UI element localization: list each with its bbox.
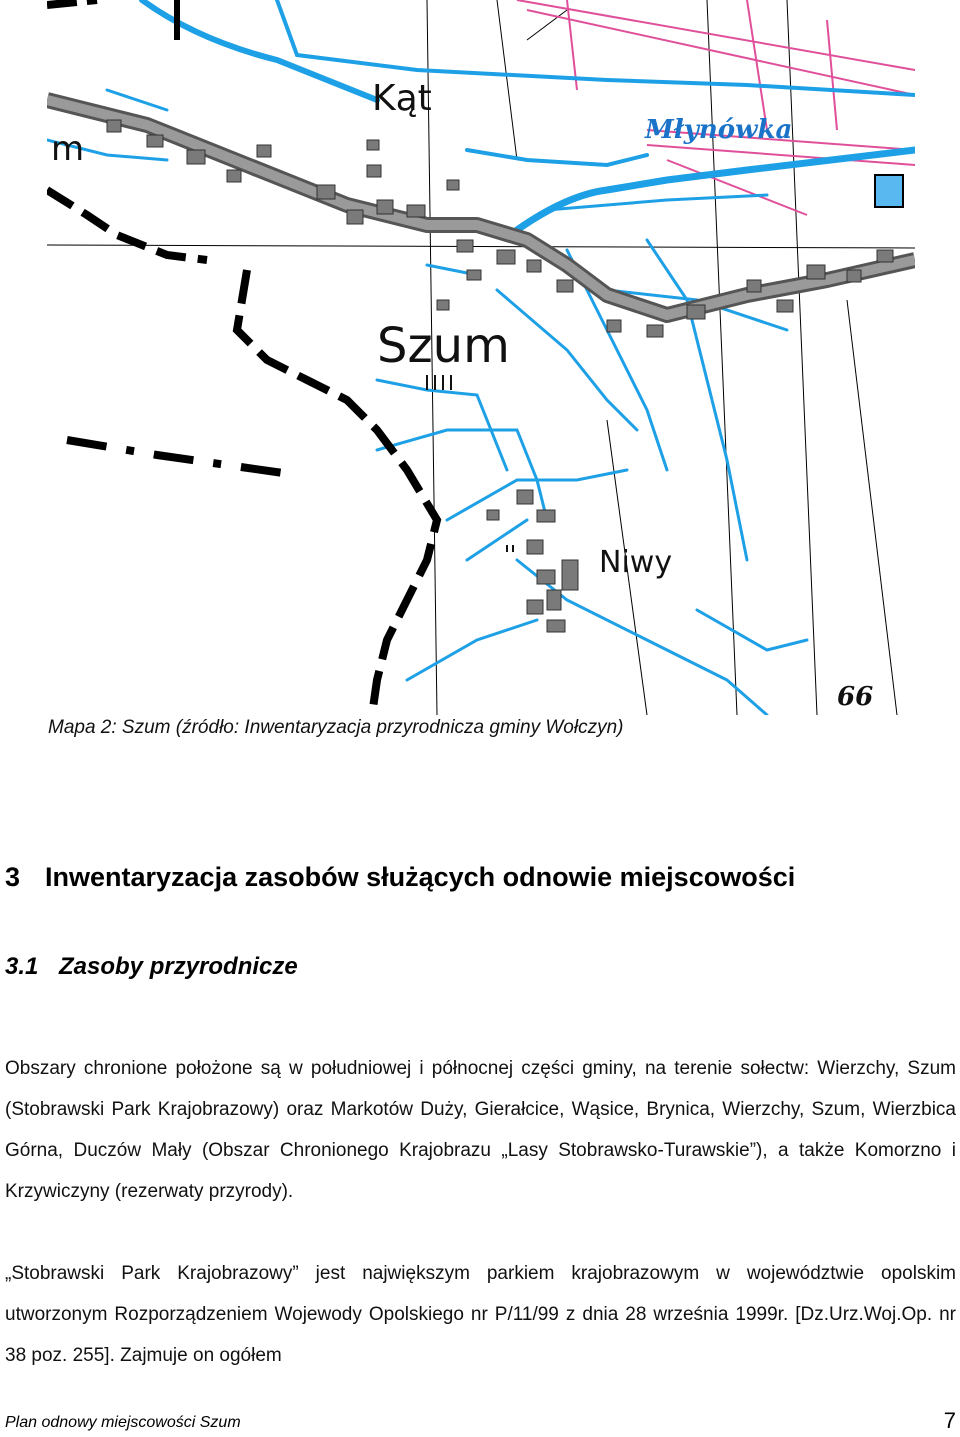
label-mlynowka: Młynówka [645,115,793,145]
subsection-number: 3.1 [5,953,39,980]
footer-title: Plan odnowy miejscowości Szum [5,1414,241,1431]
pond-shape [875,175,903,207]
subsection-title: Zasoby przyrodnicze [59,953,298,980]
label-kat: Kąt [372,78,432,119]
map-buildings [107,120,893,632]
label-niwy: Niwy [599,545,673,580]
section-title: Inwentaryzacja zasobów służących odnowie miejscowości [45,862,796,892]
map-tree-symbols [427,375,513,552]
paragraph-protected-areas: Obszary chronione położone są w południowej i północnej części gminy, na terenie sołectw: Wierzchy, Szum (Stobrawski Park Krajobrazowy) oraz Markotów Duży, Gierałcice, Wąsice, Brynica, Wierzchy, Szum, Wierzbica Górna, Duczów Mały (Obszar Chronionego Krajobrazu „Lasy Stobrawsko-Turawskie”), a także Komorzno i Krzywiczyny (rezerwaty przyrody). [5,1058,956,1202]
map-caption: Mapa 2: Szum (źródło: Inwentaryzacja przyrodnicza gminy Wołczyn) [48,717,624,738]
paragraph-stobrawski-park: „Stobrawski Park Krajobrazowy” jest największym parkiem krajobrazowym w województwie opolskim utworzonym Rozporządzeniem Wojewody Opolskiego nr P/11/99 z dnia 28 września 1999r. [Dz.Urz.Woj.Op. nr 38 poz. 255]. Zajmuje on ogółem [5,1263,956,1366]
map-drawing [47,0,915,715]
label-szum: Szum [377,318,510,374]
section-heading [5,862,795,893]
map-image [47,0,915,715]
map-pink-lines [517,0,915,215]
section-number: 3 [5,862,21,892]
label-m: m [51,129,85,169]
label-66: 66 [837,682,874,712]
subsection-heading [5,953,298,981]
page-number: 7 [943,1408,956,1433]
